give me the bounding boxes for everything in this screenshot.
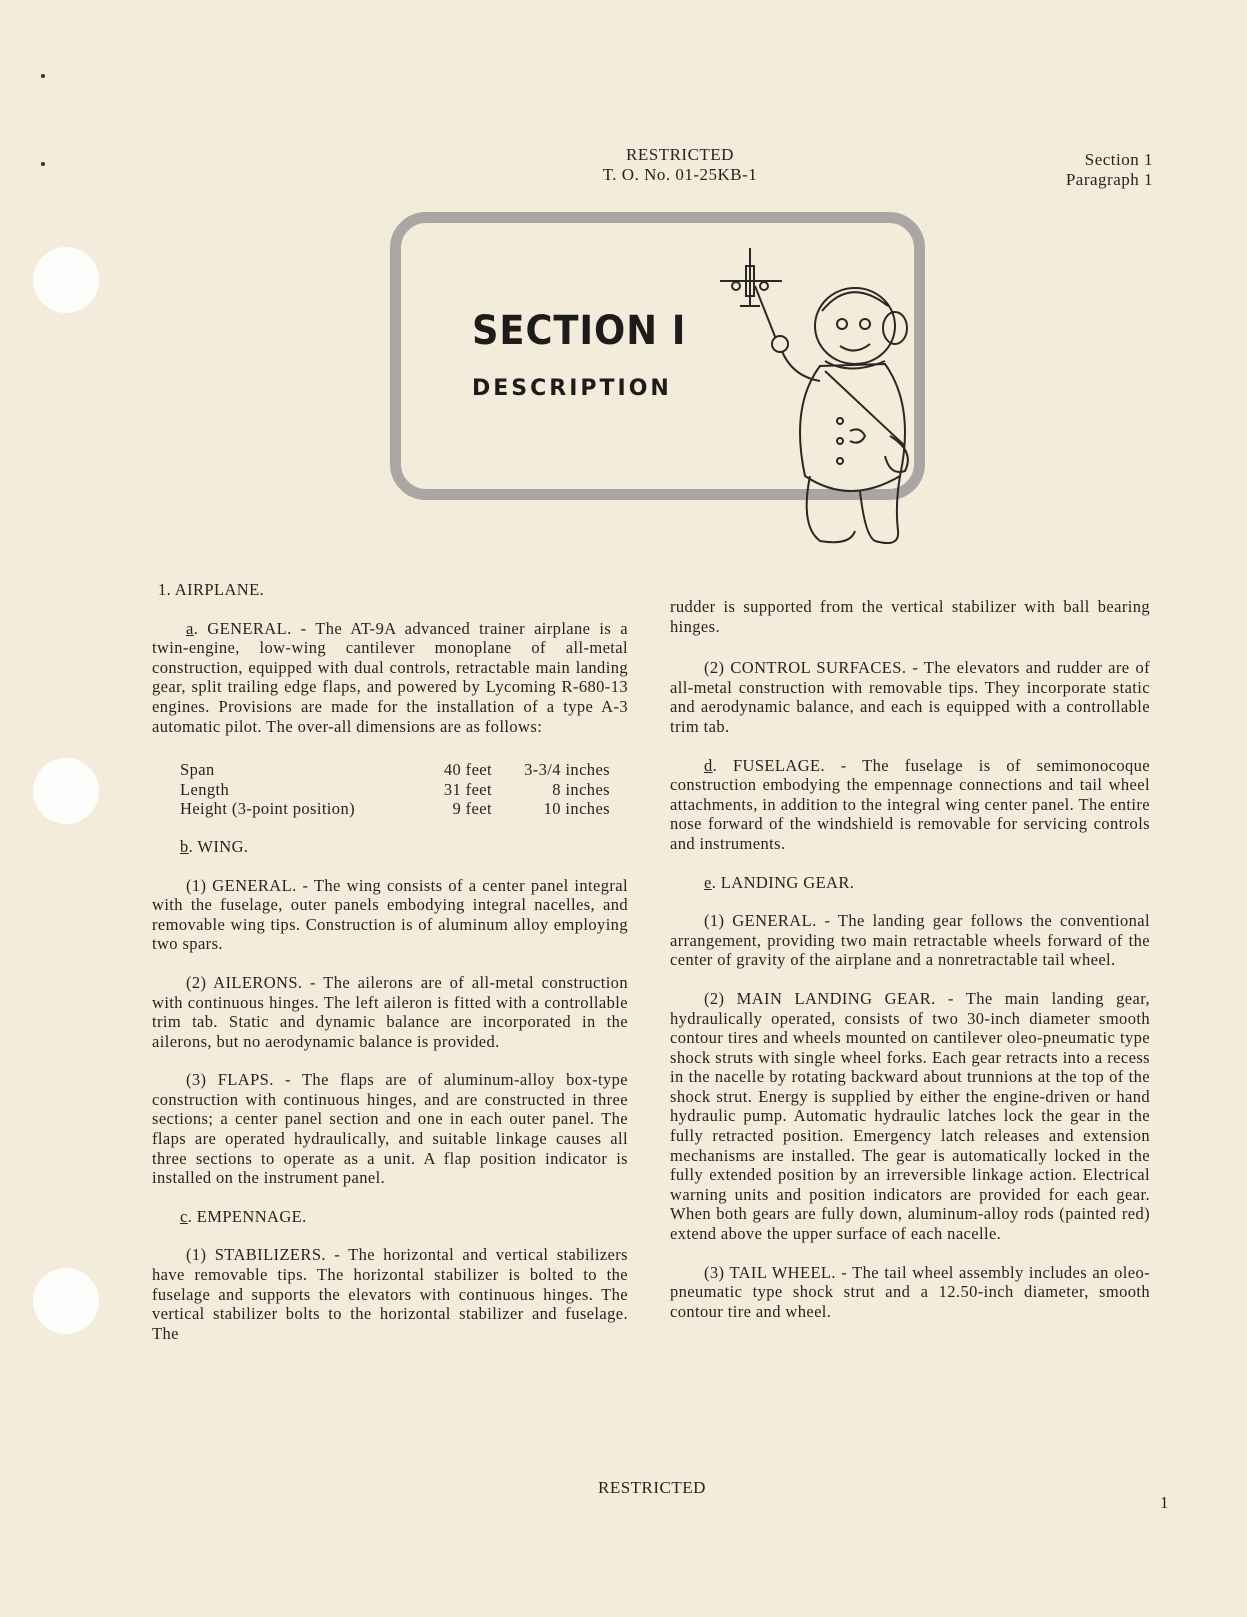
- paragraph-landing-general: (1) GENERAL. - The landing gear follows the conventional arrangement, providing two main retractable wheels forward of the center of gravity of the airplane and a nonretractable tail wheel.: [670, 911, 1150, 970]
- dimensions-table: [180, 760, 610, 819]
- table-row: Span 40 feet 3-3/4 inches: [180, 760, 610, 780]
- punch-hole: [33, 1268, 99, 1334]
- table-row: Length 31 feet 8 inches: [180, 779, 610, 799]
- paragraph-main-landing-gear: (2) MAIN LANDING GEAR. - The main landing gear, hydraulically operated, consists of two 30-inch diameter smooth contour tires and wheels mounted on cantilever oleo-pneumatic type shock struts with single wheel forks. Each gear retracts into a recess in the nacelle by rotating backward about trunnions at the top of the shock strut. Energy is supplied by either the engine-driven or hand hydraulic pump. Automatic hydraulic latches lock the gear in the fully retracted position. Emergency latch releases and extension mechanisms are installed. The gear is automatically locked in the fully extended position by an irreversible linkage action. Electrical warning units and position indicators are provided for each gear. When both gears are fully down, aluminum-alloy rods (painted red) extend above the upper surface of each nacelle.: [670, 988, 1150, 1244]
- heading-airplane: 1. AIRPLANE.: [158, 580, 265, 599]
- speck: [41, 74, 45, 78]
- left-column: [152, 580, 628, 1362]
- paragraph-continuation: rudder is supported from the vertical stabilizer with ball bearing hinges.: [670, 597, 1150, 636]
- paragraph-flaps: (3) FLAPS. - The flaps are of aluminum-alloy box-type construction with continuous hinges, and are constructed in three sections; a center panel section and one in each outer panel. The flaps are operated hydraulically, and suitable linkage causes all three sections to operate as a unit. A flap position indicator is installed on the instrument panel.: [152, 1070, 629, 1188]
- paragraph-general: a. GENERAL. - The AT-9A advanced trainer airplane is a twin-engine, low-wing cantilever monoplane of all-metal construction, equipped with dual controls, retractable main landing gear, split trailing edge flaps, and powered by Lycoming R-680-13 engines. Provisions are made for the installation of a type A-3 automatic pilot. The over-all dimensions are as follows:: [152, 618, 628, 736]
- paragraph-wing-general: (1) GENERAL. - The wing consists of a center panel integral with the fuselage, outer panels embodying integral nacelles, and removable wing tips. Construction is of aluminum alloy employing two spars.: [152, 875, 628, 954]
- section-title: SECTION I: [472, 308, 687, 354]
- paragraph-fuselage: d. FUSELAGE. - The fuselage is of semimonocoque construction embodying the empennage connections and tail wheel attachments, in addition to the integral wing center panel. The entire nose forward of the windshield is removable for servicing controls and instruments.: [670, 755, 1150, 853]
- paragraph-stabilizers: (1) STABILIZERS. - The horizontal and vertical stabilizers have removable tips. The horizontal stabilizer is bolted to the fuselage and supports the elevators with continuous hinges. The vertical stabilizer bolts to the horizontal stabilizer and fuselage. The: [152, 1245, 628, 1343]
- paragraph-ailerons: (2) AILERONS. - The ailerons are of all-metal construction with continuous hinges. The left aileron is fitted with a controllable trim tab. Static and dynamic balance are incorporated in the ailerons, but no aerodynamic balance is provided.: [152, 972, 628, 1051]
- section-reference: [1066, 150, 1153, 190]
- section-ref: Section 1: [1084, 150, 1153, 169]
- heading-landing-gear: e. LANDING GEAR.: [704, 872, 855, 892]
- paragraph-tail-wheel: (3) TAIL WHEEL. - The tail wheel assembly includes an oleo-pneumatic type shock strut and a 12.50-inch diameter, smooth contour tire and wheel.: [670, 1262, 1150, 1321]
- pilot-cartoon-illustration: [700, 236, 950, 566]
- page-number: 1: [1160, 1493, 1169, 1512]
- page-header: [560, 145, 800, 185]
- right-column: [670, 597, 1150, 1340]
- paragraph-control-surfaces: (2) CONTROL SURFACES. - The elevators and rudder are of all-metal construction with removable tips. They incorporate static and aerodynamic balance, and each is equipped with a controllable trim tab.: [670, 658, 1150, 736]
- punch-hole: [33, 247, 99, 313]
- section-subtitle: DESCRIPTION: [472, 376, 672, 401]
- to-number: T. O. No. 01-25KB-1: [602, 165, 758, 184]
- speck: [41, 162, 45, 166]
- table-row: Height (3-point position) 9 feet 10 inches: [180, 799, 610, 819]
- punch-hole: [33, 758, 99, 824]
- footer-classification: RESTRICTED: [598, 1478, 706, 1497]
- heading-wing: b. WING.: [180, 836, 249, 856]
- paragraph-ref: Paragraph 1: [1065, 170, 1153, 189]
- classification: RESTRICTED: [626, 145, 734, 164]
- heading-empennage: c. EMPENNAGE.: [180, 1206, 307, 1226]
